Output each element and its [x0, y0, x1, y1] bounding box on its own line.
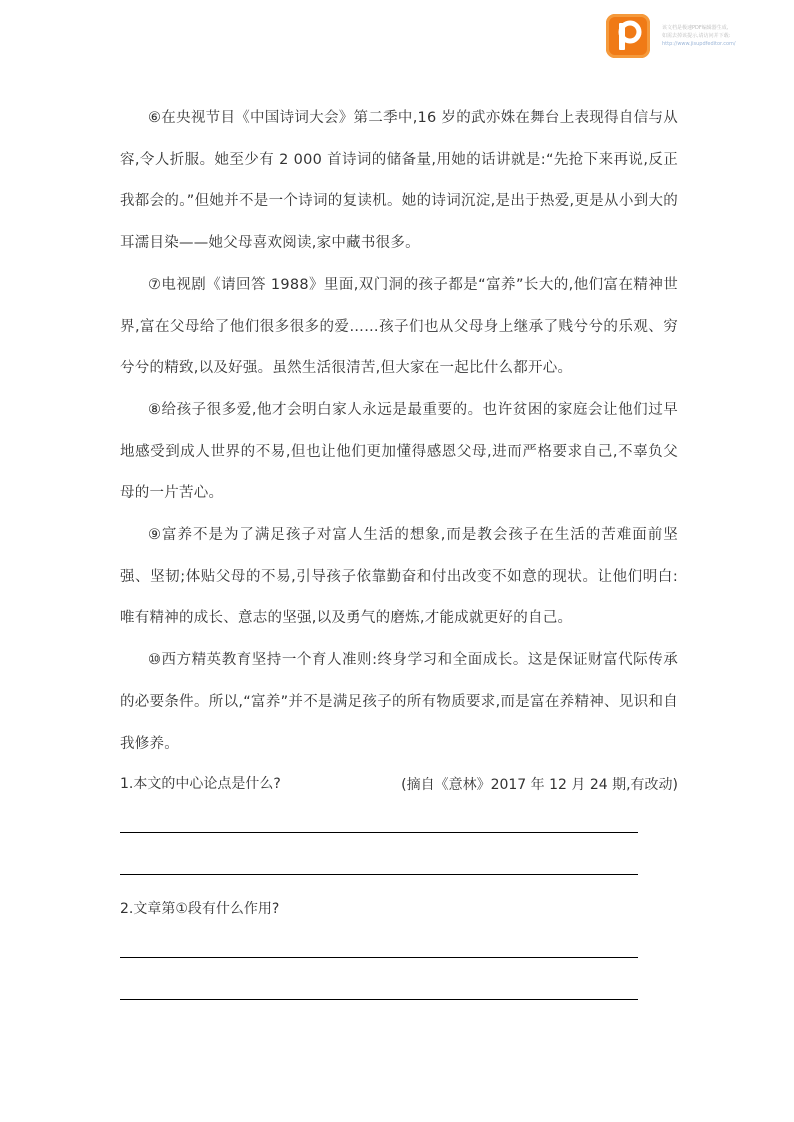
answer-line-2b[interactable]: [120, 999, 638, 1000]
answer-line-2a[interactable]: [120, 957, 638, 958]
paragraph-8: ⑧给孩子很多爱,他才会明白家人永远是最重要的。也许贫困的家庭会让他们过早地感受到成人世界的不易,但也让他们更加懂得感恩父母,进而严格要求自己,不辜负父母的一片苦心。: [120, 401, 678, 502]
paragraph-6: ⑥在央视节目《中国诗词大会》第二季中,16 岁的武亦姝在舞台上表现得自信与从容,令人折服。她至少有 2 000 首诗词的储备量,用她的话讲就是:“先抢下来再说,反正我都会的。”但她并不是一个诗词的复读机。她的诗词沉淀,是出于热爱,更是从小到大的耳濡目染——她父母喜欢阅读,家中藏书很多。: [120, 110, 678, 252]
pdf-p-logo-icon: [606, 14, 650, 58]
article-source: (摘自《意林》2017 年 12 月 24 期,有改动): [401, 777, 678, 794]
question-1: 1.本文的中心论点是什么?: [120, 776, 281, 792]
paragraph-7: ⑦电视剧《请回答 1988》里面,双门洞的孩子都是“富养”长大的,他们富在精神世界,富在父母给了他们很多很多的爱……孩子们也从父母身上继承了贱兮兮的乐观、穷兮兮的精致,以及好强。虽然生活很清苦,但大家在一起比什么都开心。: [120, 276, 678, 377]
watermark-line-1: 该文档是极速PDF编辑器生成,: [662, 25, 729, 31]
question-2: 2.文章第①段有什么作用?: [120, 901, 280, 917]
watermark-url[interactable]: http://www.jisupdfeditor.com/: [662, 41, 736, 47]
paragraph-9: ⑨富养不是为了满足孩子对富人生活的想象,而是教会孩子在生活的苦难面前坚强、坚韧;体贴父母的不易,引导孩子依靠勤奋和付出改变不如意的现状。让他们明白:唯有精神的成长、意志的坚强,以及勇气的磨炼,才能成就更好的自己。: [120, 527, 678, 627]
answer-line-1a[interactable]: [120, 832, 638, 833]
watermark-line-2: 如需去掉该提示,请访问并下载:: [662, 33, 731, 39]
article-body: [120, 98, 678, 807]
logo-p-glyph: [606, 14, 650, 58]
editor-watermark: [662, 24, 790, 48]
answer-line-1b[interactable]: [120, 874, 638, 875]
paragraph-10: ⑩西方精英教育坚持一个育人准则:终身学习和全面成长。这是保证财富代际传承的必要条件。所以,“富养”并不是满足孩子的所有物质要求,而是富在养精神、见识和自我修养。: [120, 652, 678, 752]
